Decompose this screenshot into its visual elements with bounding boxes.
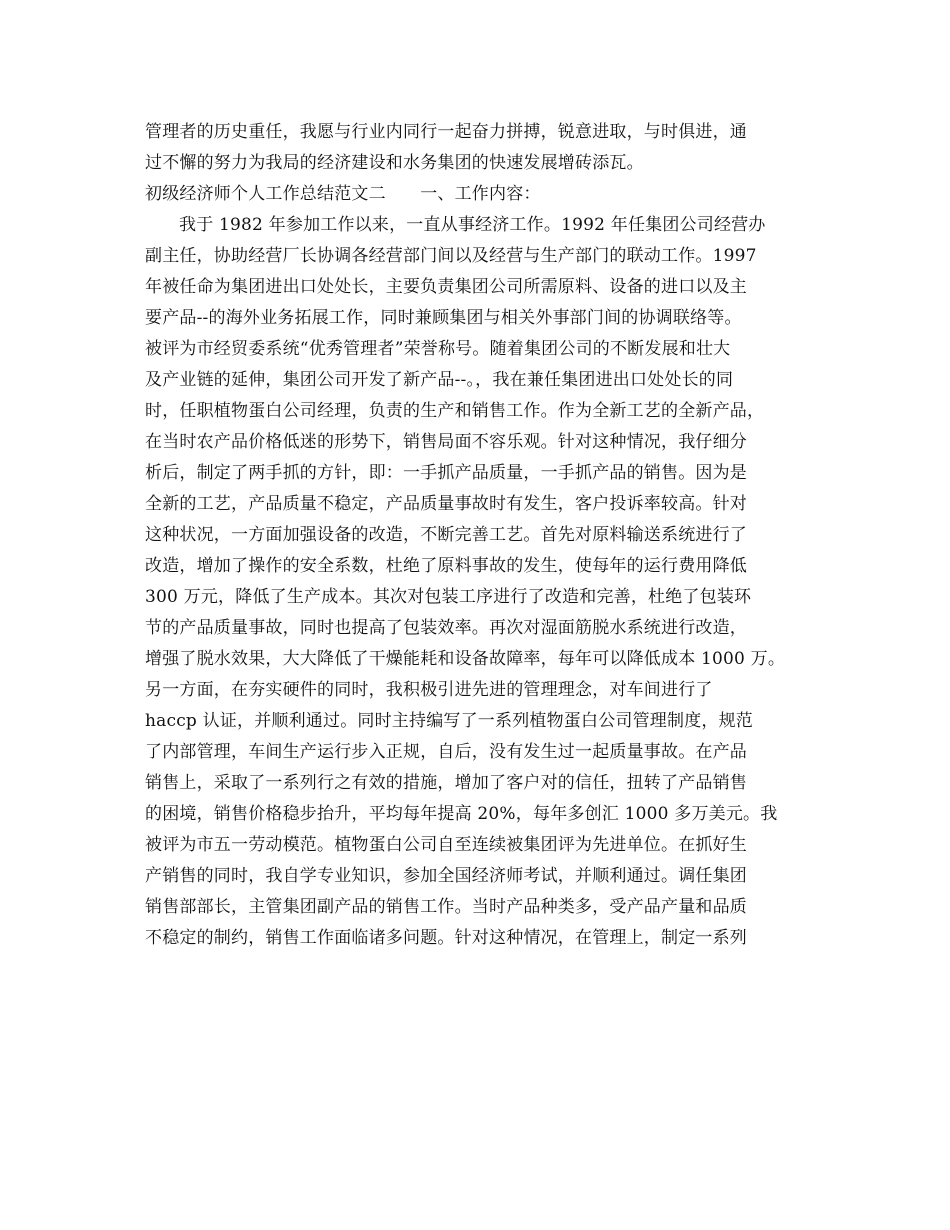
text-line: 改造，增加了操作的安全系数，杜绝了原料事故的发生，使每年的运行费用降低: [145, 556, 747, 576]
text-line: 副主任，协助经营厂长协调各经营部门间以及经营与生产部门的联动工作。1997: [145, 246, 757, 266]
text-line: 过不懈的努力为我局的经济建设和水务集团的快速发展增砖添瓦。: [145, 153, 644, 173]
text-line: haccp 认证，并顺利通过。同时主持编写了一系列植物蛋白公司管理制度，规范: [145, 711, 754, 731]
text-line: 销售上，采取了一系列行之有效的措施，增加了客户对的信任，扭转了产品销售: [145, 773, 747, 793]
text-line: 时，任职植物蛋白公司经理，负责的生产和销售工作。作为全新工艺的全新产品，: [145, 401, 765, 421]
text-line: 产销售的同时，我自学专业知识，参加全国经济师考试，并顺利通过。调任集团: [145, 866, 747, 886]
text-line: 被评为市五一劳动模范。植物蛋白公司自至连续被集团评为先进单位。在抓好生: [145, 835, 747, 855]
section-heading-line: 初级经济师个人工作总结范文二 一、工作内容：: [145, 184, 541, 204]
text-line: 销售部部长，主管集团副产品的销售工作。当时产品种类多，受产品产量和品质: [145, 897, 747, 917]
text-line: 析后，制定了两手抓的方针，即：一手抓产品质量，一手抓产品的销售。因为是: [145, 463, 747, 483]
text-line: 要产品--的海外业务拓展工作，同时兼顾集团与相关外事部门间的协调联络等。: [145, 308, 742, 328]
text-line: 300 万元，降低了生产成本。其次对包装工序进行了改造和完善，杜绝了包装环: [145, 587, 752, 607]
text-line: 的困境，销售价格稳步抬升，平均每年提高 20%，每年多创汇 1000 多万美元。我: [145, 804, 778, 824]
text-line: 管理者的历史重任，我愿与行业内同行一起奋力拼搏，锐意进取，与时俱进，通: [145, 122, 747, 142]
text-line: 全新的工艺，产品质量不稳定，产品质量事故时有发生，客户投诉率较高。针对: [145, 494, 747, 514]
text-line: 了内部管理，车间生产运行步入正规，自后，没有发生过一起质量事故。在产品: [145, 742, 747, 762]
text-line: 这种状况，一方面加强设备的改造，不断完善工艺。首先对原料输送系统进行了: [145, 525, 747, 545]
paragraph-start-line: 我于 1982 年参加工作以来，一直从事经济工作。1992 年任集团公司经营办: [179, 215, 766, 235]
text-line: 不稳定的制约，销售工作面临诸多问题。针对这种情况，在管理上，制定一系列: [145, 928, 747, 948]
text-line: 另一方面，在夯实硬件的同时，我积极引进先进的管理理念，对车间进行了: [145, 680, 713, 700]
text-line: 年被任命为集团进出口处处长，主要负责集团公司所需原料、设备的进口以及主: [145, 277, 747, 297]
text-line: 在当时农产品价格低迷的形势下，销售局面不容乐观。针对这种情况，我仔细分: [145, 432, 747, 452]
document-body: [145, 117, 825, 954]
text-line: 及产业链的延伸，集团公司开发了新产品--。，我在兼任集团进出口处处长的同: [145, 370, 734, 390]
text-line: 被评为市经贸委系统“优秀管理者”荣誉称号。随着集团公司的不断发展和壮大: [145, 339, 731, 359]
text-line: 节的产品质量事故，同时也提高了包装效率。再次对湿面筋脱水系统进行改造，: [145, 618, 747, 638]
text-line: 增强了脱水效果，大大降低了干燥能耗和设备故障率，每年可以降低成本 1000 万。: [145, 649, 786, 669]
